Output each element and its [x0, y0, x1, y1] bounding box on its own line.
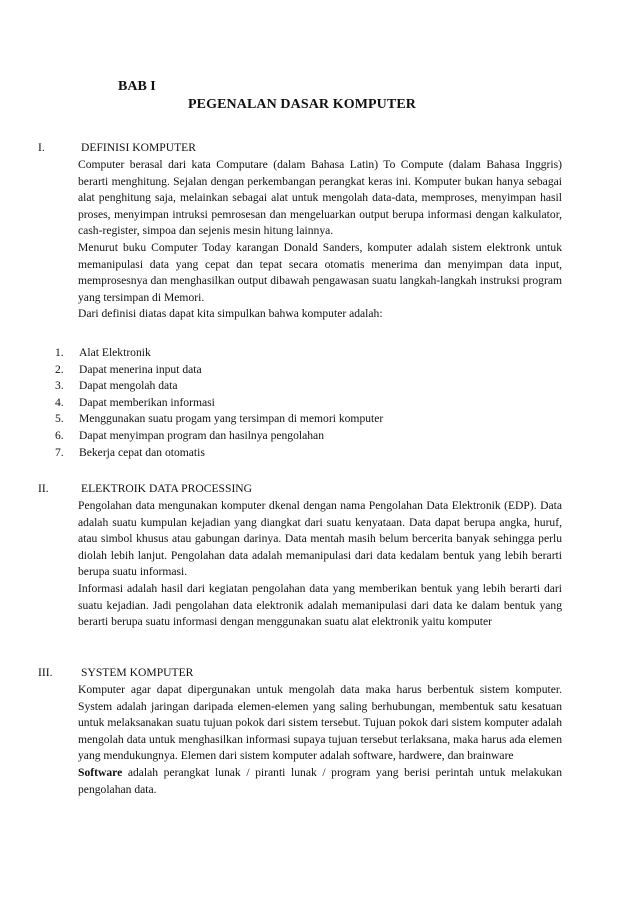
paragraph: Computer berasal dari kata Computare (dalam Bahasa Latin) To Compute (dalam Bahasa Inggris) berarti menghitung. Sejalan dengan perkembangan perangkat keras ini. Komputer bukan hanya sebagai alat penghitung saja, melainkan sebagai alat untuk mengolah data-data, memproses, menyimpan hasil proses, menyimpan intruksi pemrosesan dan mengeluarkan output berupa informasi dengan kalkulator, cash-register, simpoa dan sejenis mesin hitung lainnya.: [78, 158, 562, 238]
list-item: 1. Alat Elektronik: [55, 346, 151, 359]
paragraph-software: [78, 765, 562, 798]
section-heading: SYSTEM KOMPUTER: [81, 666, 194, 679]
section-body: [78, 682, 562, 798]
section-body: [78, 498, 562, 631]
software-definition: adalah perangkat lunak / piranti lunak / program yang berisi perintah untuk melakukan pengolahan data.: [78, 765, 562, 796]
section-numeral: III.: [38, 666, 53, 679]
paragraph: Dari definisi diatas dapat kita simpulkan bahwa komputer adalah:: [78, 307, 383, 321]
chapter-title: PEGENALAN DASAR KOMPUTER: [188, 97, 416, 112]
list-item: 6. Dapat menyimpan program dan hasilnya pengolahan: [55, 428, 325, 442]
section-heading: DEFINISI KOMPUTER: [81, 141, 196, 154]
section-numeral: II.: [38, 482, 49, 495]
section-heading: ELEKTROIK DATA PROCESSING: [81, 482, 253, 495]
paragraph: Komputer agar dapat dipergunakan untuk mengolah data maka harus berbentuk sistem komputer. System adalah jaringan daripada elemen-elemen yang saling berhubungan, membentuk satu kesatuan untuk melaksanakan suatu tujuan pokok dari sistem tersebut. Tujuan pokok dari sistem komputer adalah mengolah data untuk menghasilkan informasi supaya tujuan tersebut terlaksana, maka harus ada elemen yang mendukungnya. Elemen dari sistem komputer adalah software, hardwere, dan brainware: [78, 683, 562, 763]
paragraph: Pengolahan data mengunakan komputer dkenal dengan nama Pengolahan Data Elektronik (EDP). Data adalah suatu kumpulan kejadian yang diangkat dari suatu kenyataan. Data dapat berupa angka, huruf, atau simbol khusus atau gabungan darinya. Data mentah masih belum bercerita banyak sehingga perlu diolah lebih lanjut. Pengolahan data adalah memanipulasi dari data kedalam bentuk yang lebih berarti berupa suatu informasi.: [78, 499, 562, 579]
section-body: [78, 157, 562, 323]
list-item: 7. Bekerja cepat dan otomatis: [55, 445, 205, 459]
software-term: Software: [78, 765, 123, 779]
list-item: 3. Dapat mengolah data: [55, 379, 178, 393]
feature-list: [55, 345, 383, 461]
chapter-label: BAB I: [118, 79, 156, 94]
list-item: 5. Menggunakan suatu progam yang tersimpan di memori komputer: [55, 412, 384, 426]
paragraph: Menurut buku Computer Today karangan Donald Sanders, komputer adalah sistem elektronk untuk memanipulasi data yang cepat dan tepat secara otomatis menerima dan menyimpan data input, memprosesnya dan menghasilkan output dibawah pengawasan suatu langkah-langkah instruksi program yang tersimpan di Memori.: [78, 240, 562, 304]
section-numeral: I.: [38, 141, 45, 154]
paragraph: Informasi adalah hasil dari kegiatan pengolahan data yang memberikan bentuk yang lebih berarti dari suatu kejadian. Jadi pengolahan data elektronik adalah memanipulasi dari data ke dalam bentuk yang berarti berupa suatu informasi dengan menggunakan suatu alat elektronik yaitu komputer: [78, 581, 562, 629]
list-item: 2. Dapat menerina input data: [55, 362, 202, 376]
list-item: 4. Dapat memberikan informasi: [55, 395, 215, 409]
